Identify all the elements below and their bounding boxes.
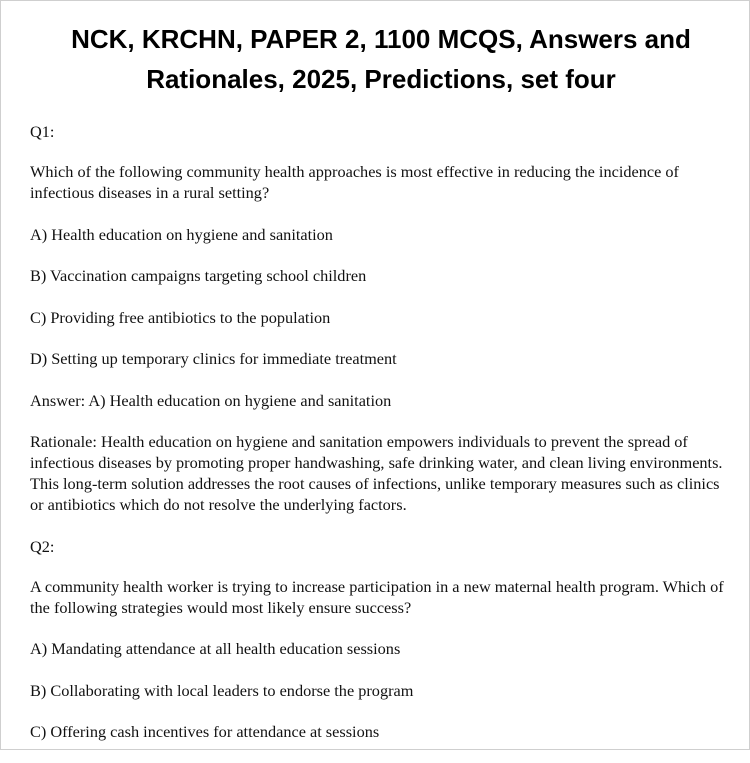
question-1-answer: Answer: A) Health education on hygiene and sanitation: [30, 390, 392, 410]
document-body: [30, 121, 736, 763]
question-1-option-c: C) Providing free antibiotics to the population: [30, 307, 331, 327]
question-1-option-d: D) Setting up temporary clinics for immediate treatment: [30, 349, 397, 368]
title-line-1: NCK, KRCHN, PAPER 2, 1100 MCQS, Answers and: [71, 24, 691, 54]
question-1-rationale: Rationale: Health education on hygiene and sanitation empowers individuals to prevent the spread of infectious diseases by promoting proper handwashing, safe drinking water, and clean living environments. This long-term solution addresses the root causes of infections, unlike temporary measures such as clinics or antibiotics which do not resolve the underlying factors.: [30, 432, 723, 514]
question-2-option-a: A) Mandating attendance at all health education sessions: [30, 639, 401, 658]
question-2-option-b: B) Collaborating with local leaders to endorse the program: [30, 680, 414, 700]
question-2-stem: A community health worker is trying to increase participation in a new maternal health program. Which of the following strategies would most likely ensure success?: [30, 576, 724, 617]
title-line-2: Rationales, 2025, Predictions, set four: [146, 64, 616, 94]
question-1-option-b: B) Vaccination campaigns targeting school children: [30, 266, 367, 285]
document-title: [1, 19, 750, 99]
question-1-option-a: A) Health education on hygiene and sanitation: [30, 224, 333, 244]
question-1-stem: Which of the following community health approaches is most effective in reducing the incidence of infectious diseases in a rural setting?: [30, 162, 679, 202]
question-2-option-c: C) Offering cash incentives for attendance at sessions: [30, 722, 380, 741]
question-2-label: Q2:: [30, 536, 55, 556]
question-1-label: Q1:: [30, 122, 55, 141]
